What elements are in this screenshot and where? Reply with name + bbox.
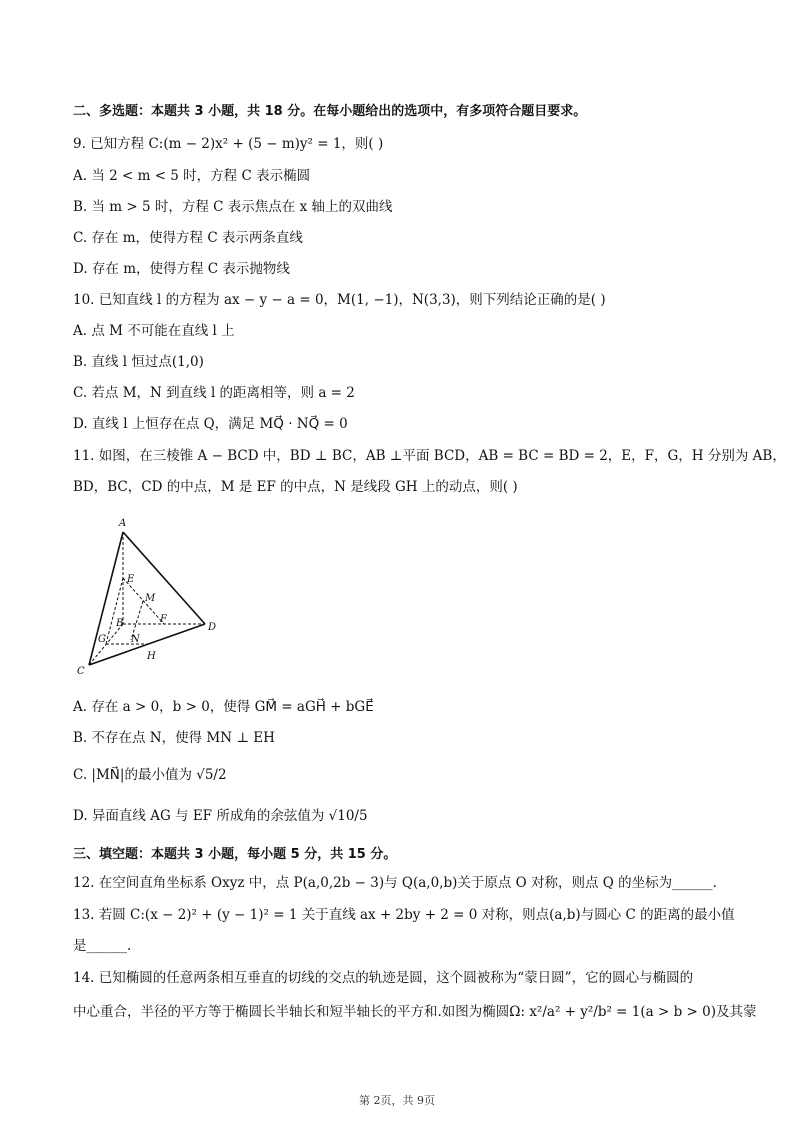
label-f: F — [160, 614, 167, 625]
q9-option-b: B. 当 m > 5 时，方程 C 表示焦点在 x 轴上的双曲线 — [73, 199, 393, 215]
q10-option-b: B. 直线 l 恒过点(1,0) — [73, 354, 204, 370]
q11-option-d: D. 异面直线 AG 与 EF 所成角的余弦值为 √10/5 — [73, 808, 368, 824]
label-m: M — [145, 593, 156, 604]
label-n: N — [131, 634, 140, 645]
q9-option-a: A. 当 2 < m < 5 时，方程 C 表示椭圆 — [73, 168, 311, 184]
q11-option-a: A. 存在 a > 0，b > 0，使得 GM⃗ = aGH⃗ + bGE⃗ — [73, 699, 374, 715]
tetrahedron-figure — [75, 512, 225, 682]
question-11-line2: BD，BC，CD 的中点，M 是 EF 的中点，N 是线段 GH 上的动点，则( ) — [73, 479, 518, 495]
question-14-line1: 14. 已知椭圆的任意两条相互垂直的切线的交点的轨迹是圆，这个圆被称为“蒙日圆”，它的圆心与椭圆的 — [73, 970, 694, 986]
label-c: C — [77, 666, 85, 677]
q11-option-b: B. 不存在点 N，使得 MN ⊥ EH — [73, 730, 275, 746]
q11-option-c: C. |MN⃗|的最小值为 √5/2 — [73, 767, 227, 783]
label-e: E — [127, 574, 135, 585]
question-11-line1: 11. 如图，在三棱锥 A − BCD 中，BD ⊥ BC，AB ⊥平面 BCD，AB = BC = BD = 2，E，F，G，H 分别为 AB， — [73, 448, 786, 464]
section-title-fill-blank: 三、填空题：本题共 3 小题，每小题 5 分，共 15 分。 — [73, 847, 397, 862]
question-14-line2: 中心重合，半径的平方等于椭圆长半轴长和短半轴长的平方和.如图为椭圆Ω: x²/a² + y²/b² = 1(a > b > 0)及其蒙 — [73, 1004, 757, 1020]
q9-option-c: C. 存在 m，使得方程 C 表示两条直线 — [73, 230, 303, 246]
label-a: A — [119, 518, 127, 529]
question-10: 10. 已知直线 l 的方程为 ax − y − a = 0，M(1, −1)，N(3,3)，则下列结论正确的是( ) — [73, 292, 606, 308]
question-9: 9. 已知方程 C:(m − 2)x² + (5 − m)y² = 1，则( ) — [73, 136, 384, 152]
page-footer: 第 2页，共 9页 — [359, 1094, 435, 1107]
q10-option-d: D. 直线 l 上恒存在点 Q，满足 MQ⃗ · NQ⃗ = 0 — [73, 416, 348, 432]
label-b: B — [116, 618, 124, 629]
label-h: H — [147, 651, 156, 662]
label-g: G — [98, 634, 106, 645]
q9-option-d: D. 存在 m，使得方程 C 表示抛物线 — [73, 261, 290, 277]
q10-option-a: A. 点 M 不可能在直线 l 上 — [73, 323, 235, 339]
label-d: D — [208, 622, 217, 633]
question-13-line2: 是______. — [73, 938, 132, 954]
question-12: 12. 在空间直角坐标系 Oxyz 中，点 P(a,0,2b − 3)与 Q(a,0,b)关于原点 O 对称，则点 Q 的坐标为______. — [73, 875, 717, 891]
question-13-line1: 13. 若圆 C:(x − 2)² + (y − 1)² = 1 关于直线 ax + 2by + 2 = 0 对称，则点(a,b)与圆心 C 的距离的最小值 — [73, 907, 735, 923]
section-title-multi-choice: 二、多选题：本题共 3 小题，共 18 分。在每小题给出的选项中，有多项符合题目要求。 — [73, 104, 587, 119]
q10-option-c: C. 若点 M，N 到直线 l 的距离相等，则 a = 2 — [73, 385, 355, 401]
